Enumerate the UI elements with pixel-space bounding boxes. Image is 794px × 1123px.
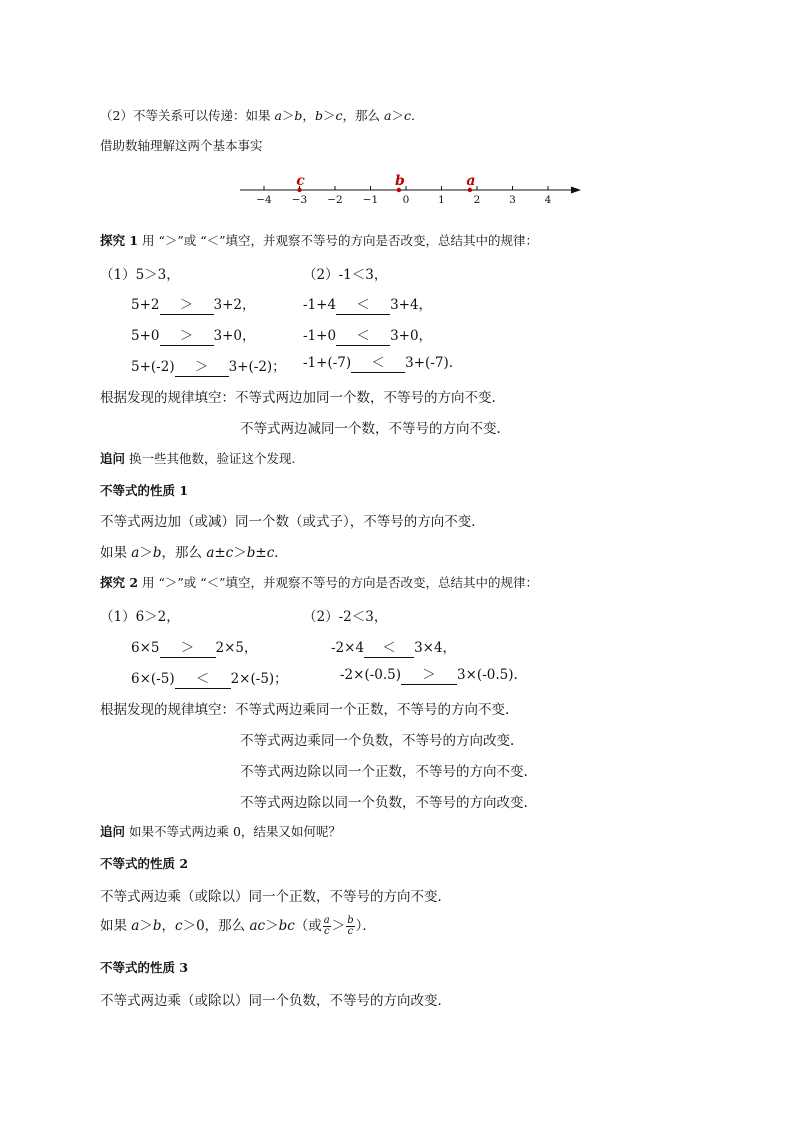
denominator: c <box>323 926 330 937</box>
denominator: c <box>347 926 354 937</box>
gt-sign: ＞ <box>233 545 247 561</box>
explore1-title: 探究 1 <box>100 233 139 248</box>
expr: -1+4 <box>303 297 337 313</box>
explore2-left-head: （1）6＞2， <box>100 609 180 625</box>
text: ＞0，那么 <box>182 918 250 934</box>
number-line-tick-label: 0 <box>402 194 410 206</box>
number-line-point-label: c <box>296 173 305 189</box>
answer-blank: ＞ <box>160 330 214 346</box>
expr: 3+2， <box>213 297 256 313</box>
var-a: a <box>274 108 282 123</box>
explore1-instruction: 用 “＞”或 “＜”填空，并观察不等号的方向是否改变，总结其中的规律： <box>142 233 539 248</box>
property3-text: 不等式两边乘（或除以）同一个负数，不等号的方向改变． <box>100 993 451 1009</box>
number-line-point-label: b <box>395 173 405 189</box>
explore2-row-left <box>131 667 288 689</box>
expr: b±c <box>246 545 275 561</box>
answer-blank: ＞ <box>160 299 214 315</box>
gt-sign: ＞ <box>391 108 404 123</box>
text: ）． <box>355 918 376 934</box>
followup-text: 换一些其他数，验证这个发现. <box>125 451 296 466</box>
expr: 3+(-2)； <box>228 359 286 375</box>
followup1 <box>100 449 295 467</box>
number-line-point-label: a <box>466 173 476 189</box>
text: ，那么 <box>161 545 207 561</box>
property2-text: 不等式两边乘（或除以）同一个正数，不等号的方向不变． <box>100 889 451 905</box>
text: 如果 <box>100 545 132 561</box>
var-c: c <box>175 918 183 934</box>
var-a: a <box>383 108 392 123</box>
answer-blank: ＜ <box>336 299 390 315</box>
explore1-row-left <box>131 324 256 346</box>
period: ． <box>274 545 288 561</box>
number-line-tick-label: −2 <box>327 194 343 206</box>
explore2-rule-line <box>100 698 509 718</box>
expr: 6×5 <box>131 640 160 656</box>
number-line-tick-label: 3 <box>509 194 516 206</box>
property1-formula <box>100 541 288 561</box>
var-a: a <box>131 545 140 561</box>
expr: 3+(-7). <box>405 355 454 371</box>
explore2-rule-text: 不等式两边除以同一个负数，不等号的方向改变. <box>240 795 528 811</box>
var-c: c <box>403 108 411 123</box>
gt-sign: ＞ <box>322 108 336 123</box>
answer-blank: ＞ <box>175 361 229 377</box>
number-line-tick-label: 2 <box>473 194 481 206</box>
expr: 5+0 <box>131 328 160 344</box>
explore1-row-right <box>303 293 432 315</box>
explore1-rule-line <box>100 386 496 406</box>
rule-text: 不等式两边乘同一个正数，不等号的方向不变. <box>235 702 510 718</box>
gt-sign: ＞ <box>139 545 153 561</box>
explore1-header <box>100 231 538 249</box>
followup-label: 追问 <box>100 824 126 839</box>
explore2-right-head: （2）-2＜3， <box>303 609 388 625</box>
transitive-property-line <box>100 106 423 124</box>
explore2-row-right <box>340 667 518 685</box>
gt-sign: ＞ <box>139 918 153 934</box>
gt-sign: ＞ <box>265 918 279 934</box>
followup2 <box>100 822 341 840</box>
rule-label: 根据发现的规律填空： <box>100 390 235 406</box>
expr: -1+(-7) <box>303 355 352 371</box>
var-b: b <box>152 918 162 934</box>
text: ，那么 <box>342 108 384 123</box>
expr: 2×(-5)； <box>230 671 288 687</box>
text: 如果 <box>100 918 132 934</box>
explore1-rule-text: 不等式两边减同一个数，不等号的方向不变. <box>240 421 501 437</box>
number-line-tick-label: 4 <box>544 194 552 206</box>
number-line-tick-label: −4 <box>256 194 272 206</box>
explore2-title: 探究 2 <box>100 575 139 590</box>
followup-text: 如果不等式两边乘 0，结果又如何呢？ <box>125 824 341 839</box>
explore1-left-head: （1）5＞3， <box>100 267 180 283</box>
var-b: b <box>152 545 162 561</box>
var-b: b <box>314 108 323 123</box>
text: （或 <box>294 918 322 934</box>
explore1-row-right <box>303 355 453 373</box>
expr: 3+0， <box>390 328 433 344</box>
expr: ac <box>249 918 266 934</box>
answer-blank: ＞ <box>401 669 457 685</box>
number-line-intro: 借助数轴理解这两个基本事实 <box>100 138 263 153</box>
arrow-icon <box>571 187 581 194</box>
property2-formula <box>100 914 376 937</box>
numerator: b <box>347 915 354 926</box>
numerator: a <box>323 915 330 926</box>
expr: a±c <box>206 545 234 561</box>
property1-title: 不等式的性质 1 <box>100 483 189 498</box>
expr: -1+0 <box>303 328 337 344</box>
expr: -2×4 <box>331 640 365 656</box>
answer-blank: ＞ <box>160 642 216 658</box>
number-line <box>236 170 586 210</box>
expr: 5+2 <box>131 297 160 313</box>
text: （2）不等关系可以传递：如果 <box>100 108 275 123</box>
expr: 3+4， <box>390 297 433 313</box>
expr: bc <box>278 918 295 934</box>
explore2-row-right <box>331 636 456 658</box>
expr: 3+0， <box>213 328 256 344</box>
answer-blank: ＜ <box>364 642 414 658</box>
property2-title: 不等式的性质 2 <box>100 856 189 871</box>
gt-sign: ＞ <box>281 108 295 123</box>
explore2-row-left <box>131 636 258 658</box>
var-c: c <box>335 108 343 123</box>
rule-text: 不等式两边加同一个数，不等号的方向不变. <box>235 390 496 406</box>
answer-blank: ＜ <box>351 357 405 373</box>
answer-blank: ＜ <box>336 330 390 346</box>
followup-label: 追问 <box>100 451 126 466</box>
comma: ， <box>302 108 315 123</box>
expr: 2×5， <box>215 640 258 656</box>
period: ． <box>410 108 424 123</box>
explore1-row-right <box>303 324 432 346</box>
fraction-b-over-c <box>346 916 354 937</box>
explore2-instruction: 用 “＞”或 “＜”填空，并观察不等号的方向是否改变，总结其中的规律： <box>142 575 539 590</box>
expr: -2×(-0.5) <box>340 667 402 683</box>
answer-blank: ＜ <box>175 673 231 689</box>
gt-sign: ＞ <box>331 918 346 934</box>
property1-text: 不等式两边加（或减）同一个数（或式子），不等号的方向不变． <box>100 514 485 530</box>
explore1-row-left <box>131 293 256 315</box>
expr: 6×(-5) <box>131 671 175 687</box>
explore1-right-head: （2）-1＜3， <box>303 267 388 283</box>
number-line-tick-label: 1 <box>438 194 445 206</box>
explore2-rule-text: 不等式两边除以同一个正数，不等号的方向不变. <box>240 764 528 780</box>
comma: ， <box>161 918 176 934</box>
expr: 3×4， <box>414 640 457 656</box>
expr: 3×(-0.5). <box>457 667 518 683</box>
explore2-header <box>100 573 538 591</box>
expr: 5+(-2) <box>131 359 175 375</box>
explore1-row-left <box>131 355 286 377</box>
rule-label: 根据发现的规律填空： <box>100 702 235 718</box>
number-line-tick-label: −1 <box>362 194 379 206</box>
var-b: b <box>294 108 303 123</box>
number-line-tick-label: −3 <box>291 194 308 206</box>
explore2-rule-text: 不等式两边乘同一个负数，不等号的方向改变. <box>240 733 515 749</box>
fraction-a-over-c <box>323 916 331 937</box>
var-a: a <box>131 918 140 934</box>
property3-title: 不等式的性质 3 <box>100 960 189 975</box>
